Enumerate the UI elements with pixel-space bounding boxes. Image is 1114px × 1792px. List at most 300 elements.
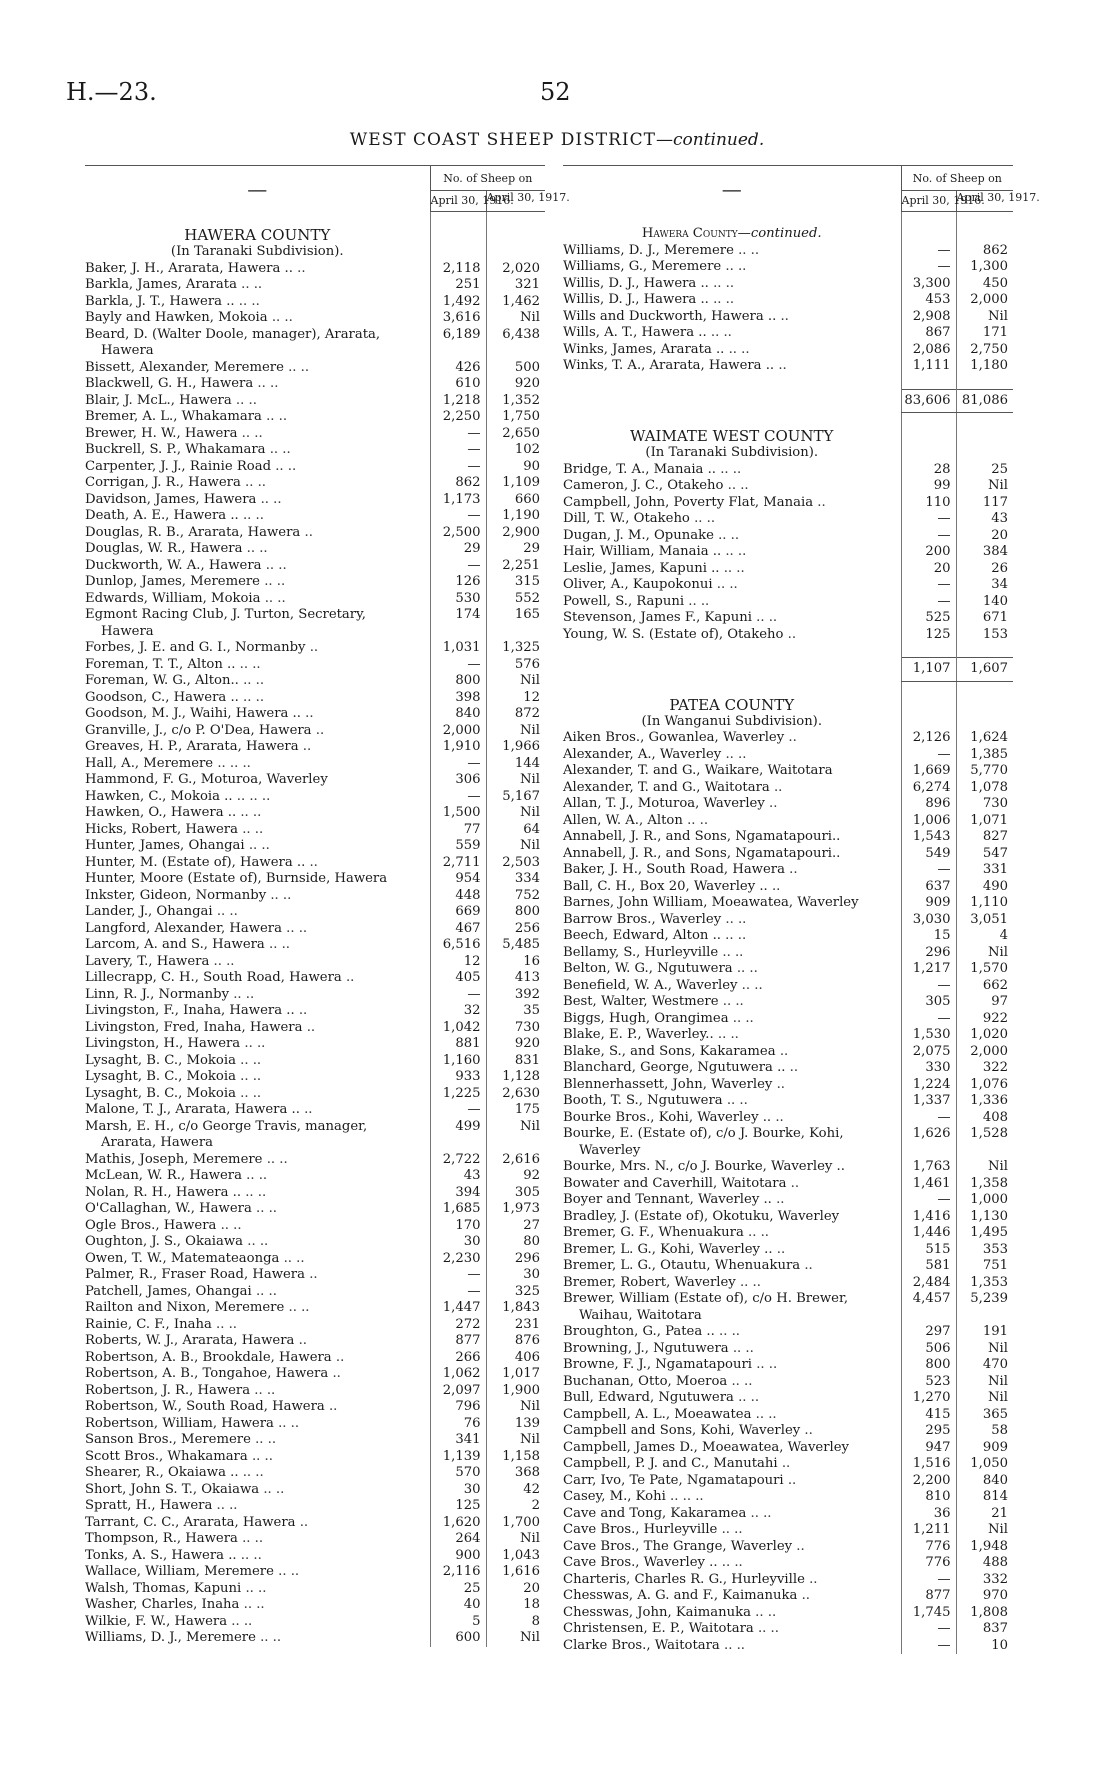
sheep-1916-cell: 30 — [430, 1482, 486, 1499]
total-1917: 81,086 — [956, 389, 1013, 413]
table-row — [85, 640, 545, 657]
holder-name — [85, 1498, 430, 1515]
owner-text: Hawken, O., Hawera .. — [85, 805, 237, 820]
sheep-1916-cell: 877 — [430, 1333, 486, 1350]
table-row — [563, 1110, 1013, 1127]
owner-text: Short, John S. T., Okaiawa — [85, 1481, 260, 1497]
holder-name — [563, 1555, 901, 1572]
leader-dots: .. — [309, 854, 318, 870]
owner-text: Tonks, A. S., Hawera .. — [85, 1547, 237, 1563]
leader-dots: .. .. — [263, 1481, 285, 1497]
holder-name — [85, 706, 430, 723]
owner-text: Beard, D. (Walter Doole, manager), Ararata, — [85, 326, 381, 342]
sheep-1917-cell: 2,000 — [956, 1044, 1013, 1061]
sheep-1916-cell: 523 — [901, 1374, 956, 1391]
sheep-1917-cell: 1,300 — [956, 259, 1013, 276]
sheep-1917-cell: Nil — [486, 1531, 545, 1548]
holder-name — [85, 1234, 430, 1251]
holder-name — [563, 730, 901, 747]
table-row — [85, 1234, 545, 1251]
table-row — [563, 276, 1013, 293]
table-row — [563, 1390, 1013, 1407]
table-row — [85, 1036, 545, 1053]
holder-name — [85, 294, 430, 311]
sheep-1917-cell: Nil — [956, 309, 1013, 326]
sheep-1916-cell: — — [430, 459, 486, 476]
table-row — [563, 1456, 1013, 1473]
leader-dots: .. .. — [278, 1564, 300, 1579]
sheep-1916-cell — [430, 624, 486, 641]
sheep-1916-cell: 453 — [901, 292, 956, 309]
sheep-1917-cell: 231 — [486, 1317, 545, 1334]
owner-text: Allan, T. J., Moturoa, Waverley — [563, 796, 765, 811]
holder-name — [85, 1531, 430, 1548]
holder-name — [85, 261, 430, 278]
owner-text: Stevenson, James F., Kapuni — [563, 610, 752, 625]
owner-text: Shearer, R., Okaiawa .. — [85, 1465, 239, 1480]
leader-dots: .. .. — [756, 1357, 778, 1372]
owner-text: Allen, W. A., Alton — [563, 812, 683, 828]
owner-text: Hair, William, Manaia .. — [563, 544, 722, 559]
leader-dots: .. — [801, 1588, 810, 1603]
leader-dots: .. .. — [741, 977, 763, 993]
sheep-1916-cell: 776 — [901, 1539, 956, 1556]
leader-dots: .. .. — [750, 1505, 772, 1521]
owner-text: Williams, D. J., Meremere — [85, 1630, 256, 1645]
sheep-1916-cell: 1,139 — [430, 1449, 486, 1466]
sheep-1916-cell: 499 — [430, 1119, 486, 1136]
sheep-1917-cell: 2,020 — [486, 261, 545, 278]
sheep-1917-cell: 2,251 — [486, 558, 545, 575]
table-row — [85, 1300, 545, 1317]
page-number: 52 — [540, 78, 571, 106]
holder-name — [85, 640, 430, 657]
owner-text: Linn, R. J., Normanby — [85, 986, 230, 1002]
spacer-row — [563, 375, 1013, 390]
sheep-1916-cell: 525 — [901, 610, 956, 627]
table-row — [85, 1333, 545, 1350]
holder-name — [563, 945, 901, 962]
sheep-1916-cell: — — [430, 987, 486, 1004]
leader-dots: .. .. — [240, 805, 262, 820]
leader-dots: .. — [309, 640, 319, 655]
sheep-1916-cell: — — [901, 243, 956, 260]
sheep-1916-cell: 581 — [901, 1258, 956, 1275]
owner-text: O'Callaghan, W., Hawera — [85, 1201, 252, 1216]
leader-dots: .. .. — [264, 590, 286, 606]
sheep-1916-cell: — — [430, 657, 486, 674]
holder-name — [563, 462, 901, 479]
holder-name — [85, 376, 430, 393]
sheep-1917-cell: 35 — [486, 1003, 545, 1020]
sheep-1916-cell — [901, 1143, 956, 1160]
holder-name — [85, 1482, 430, 1499]
leader-dots: .. — [787, 626, 797, 642]
holder-name — [85, 1333, 430, 1350]
owner-text: Hawera — [101, 623, 154, 639]
sheep-1916-cell: 570 — [430, 1465, 486, 1482]
document-ref: H.—23. — [66, 78, 157, 106]
table-row — [85, 459, 545, 476]
table-row — [85, 409, 545, 426]
table-row — [85, 723, 545, 740]
sheep-1916-cell: 1,062 — [430, 1366, 486, 1383]
holder-name — [563, 1291, 901, 1308]
owner-text: Robertson, J. R., Hawera — [85, 1382, 251, 1398]
holder-name — [85, 970, 430, 987]
sheep-1917-cell: 2,000 — [956, 292, 1013, 309]
sheep-1916-cell: 669 — [430, 904, 486, 921]
sheep-1917-cell: 576 — [486, 657, 545, 674]
owner-text: Ball, C. H., Box 20, Waverley .. — [563, 878, 768, 894]
owner-text: Lavery, T., Hawera — [85, 953, 210, 969]
sheep-1917-cell: 43 — [956, 511, 1013, 528]
right-column — [563, 165, 1040, 1654]
holder-name — [85, 1449, 430, 1466]
leader-dots: .. — [309, 1267, 318, 1282]
holder-name — [85, 1383, 430, 1400]
leader-dots: .. .. — [256, 1201, 277, 1216]
leader-dots: .. .. — [255, 1283, 277, 1299]
leader-dots: .. .. — [269, 442, 291, 457]
sheep-1916-cell: 305 — [901, 994, 956, 1011]
leader-dots: .. — [787, 1472, 797, 1488]
sheep-1917-cell: 5,770 — [956, 763, 1013, 780]
sheep-1917-cell: Nil — [486, 772, 545, 789]
table-row — [85, 393, 545, 410]
sheep-1917-cell: 1,190 — [486, 508, 545, 525]
leader-dots: .. .. — [722, 944, 744, 960]
leader-dots: .. .. — [240, 1069, 262, 1084]
table-row — [85, 1597, 545, 1614]
owner-text: Cave Bros., The Grange, Waverley — [563, 1538, 793, 1554]
holder-name — [563, 309, 901, 326]
sheep-1917-cell: 153 — [956, 627, 1013, 644]
table-row — [563, 1093, 1013, 1110]
table-row — [85, 277, 545, 294]
owner-text: Dunlop, James, Meremere — [85, 574, 260, 589]
sheep-1917-cell: 408 — [956, 1110, 1013, 1127]
leader-dots: .. .. — [275, 458, 297, 474]
holder-name — [563, 1143, 901, 1160]
sheep-1916-cell: 32 — [430, 1003, 486, 1020]
table-row — [85, 1581, 545, 1598]
owner-text: Blake, E. P., Waverley.. — [563, 1027, 714, 1042]
leader-dots: .. .. — [727, 478, 749, 493]
sheep-1917-cell: 876 — [486, 1333, 545, 1350]
sheep-1916-cell: 30 — [430, 1234, 486, 1251]
holder-name — [85, 541, 430, 558]
owner-text: Spratt, H., Hawera — [85, 1498, 213, 1513]
table-row — [563, 1126, 1013, 1143]
table-row — [563, 1638, 1013, 1655]
sheep-1917-cell: 862 — [956, 243, 1013, 260]
sheep-1917-cell: 470 — [956, 1357, 1013, 1374]
owner-text: Malone, T. J., Ararata, Hawera .. — [85, 1102, 300, 1117]
owner-text: Bull, Edward, Ngutuwera — [563, 1390, 734, 1405]
sheep-1916-cell: — — [430, 558, 486, 575]
owner-text: Bourke Bros., Kohi, Waverley .. — [563, 1109, 772, 1125]
table-row — [563, 1209, 1013, 1226]
owner-text: Campbell, P. J. and C., Manutahi — [563, 1456, 778, 1471]
sheep-1916-cell: 1,211 — [901, 1522, 956, 1539]
sheep-1917-cell: 1,900 — [486, 1383, 545, 1400]
leader-dots: .. — [776, 1192, 785, 1207]
owner-text: Bissett, Alexander, Meremere — [85, 359, 284, 375]
holder-name — [85, 1432, 430, 1449]
sheep-1916-cell: 266 — [430, 1350, 486, 1367]
table-row — [563, 594, 1013, 611]
leader-dots: .. .. — [725, 746, 747, 762]
table-row — [563, 862, 1013, 879]
sheep-1916-cell: 515 — [901, 1242, 956, 1259]
sheep-1917-cell — [486, 624, 545, 641]
holder-name — [85, 805, 430, 822]
sheep-1917-cell: 5,167 — [486, 789, 545, 806]
holder-name — [563, 1225, 901, 1242]
sheep-1917-cell: 662 — [956, 978, 1013, 995]
total-row — [563, 389, 1013, 413]
owner-text: Nolan, R. H., Hawera .. — [85, 1184, 242, 1200]
sheep-1917-cell: 1,616 — [486, 1564, 545, 1581]
leader-dots: .. .. — [288, 1300, 310, 1315]
sheep-1916-cell: 448 — [430, 888, 486, 905]
sheep-1916-cell: 297 — [901, 1324, 956, 1341]
sheep-1916-cell: 2,118 — [430, 261, 486, 278]
sheep-1916-cell: 954 — [430, 871, 486, 888]
holder-name — [563, 928, 901, 945]
owner-text: Robertson, A. B., Brookdale, Hawera — [85, 1349, 332, 1365]
table-row — [563, 243, 1013, 260]
leader-dots: .. .. — [246, 1168, 268, 1183]
table-row — [85, 1416, 545, 1433]
leader-dots: .. .. — [755, 1604, 777, 1620]
table-row — [85, 1531, 545, 1548]
total-1917: 1,607 — [956, 658, 1013, 682]
leader-dots: .. .. — [265, 557, 287, 573]
table-row — [85, 607, 545, 624]
sheep-1917-cell: 322 — [956, 1060, 1013, 1077]
sheep-1917-cell: 384 — [956, 544, 1013, 561]
sheep-1917-cell: 2,503 — [486, 855, 545, 872]
table-row — [85, 1449, 545, 1466]
sheep-1917-cell: Nil — [486, 310, 545, 327]
leader-dots: .. .. — [248, 838, 270, 853]
sheep-1916-cell: — — [430, 426, 486, 443]
sheep-1916-cell: 1,160 — [430, 1053, 486, 1070]
sheep-1916-cell: 1,006 — [901, 813, 956, 830]
sheep-1916-cell: 1,416 — [901, 1209, 956, 1226]
owner-text: Patchell, James, Ohangai — [85, 1283, 252, 1299]
owner-text: Boyer and Tennant, Waverley .. — [563, 1192, 772, 1207]
leader-dots: .. .. — [255, 1432, 277, 1447]
holder-name — [85, 343, 430, 360]
holder-name — [85, 1152, 430, 1169]
table-row — [563, 763, 1013, 780]
leader-dots: .. — [788, 730, 797, 745]
owner-text: Livingston, H., Hawera — [85, 1036, 241, 1051]
holder-name — [85, 508, 430, 525]
holder-name — [85, 1036, 430, 1053]
sheep-1916-cell: 1,173 — [430, 492, 486, 509]
sheep-1917-cell: 1,109 — [486, 475, 545, 492]
sheep-1917-cell: 18 — [486, 1597, 545, 1614]
leader-dots: .. — [769, 796, 778, 811]
heading-row — [563, 696, 1013, 714]
owner-text: Sanson Bros., Meremere — [85, 1432, 251, 1447]
leader-dots: .. .. — [288, 359, 310, 375]
owner-text: Walsh, Thomas, Kapuni — [85, 1580, 242, 1596]
leader-dots: .. .. — [756, 610, 778, 625]
owner-text: Baker, J. H., South Road, Hawera — [563, 862, 785, 877]
holder-name — [85, 871, 430, 888]
leader-dots: .. .. — [220, 1217, 242, 1233]
sheep-1917-cell: 1,624 — [956, 730, 1013, 747]
holder-name — [563, 243, 901, 260]
table-row — [563, 1291, 1013, 1308]
leader-dots: .. .. — [725, 259, 747, 274]
owner-text: Ararata, Hawera — [101, 1135, 214, 1150]
sheep-1916-cell: — — [430, 442, 486, 459]
sheep-1917-cell: 334 — [486, 871, 545, 888]
sheep-1916-cell: 2,908 — [901, 309, 956, 326]
sheep-1916-cell: — — [901, 1638, 956, 1655]
table-row — [85, 855, 545, 872]
table-row — [563, 829, 1013, 846]
leader-dots: .. .. — [757, 1621, 779, 1636]
table-row — [563, 895, 1013, 912]
table-row — [563, 846, 1013, 863]
sheep-1917-cell: 16 — [486, 954, 545, 971]
leader-dots: .. — [804, 1258, 813, 1273]
holder-name — [85, 1201, 430, 1218]
holder-name — [85, 772, 430, 789]
holder-name — [85, 1630, 430, 1647]
table-row — [563, 961, 1013, 978]
sheep-1916-cell: 800 — [430, 673, 486, 690]
left-column — [85, 165, 570, 1647]
holder-name — [563, 1572, 901, 1589]
owner-text: Washer, Charles, Inaha — [85, 1597, 240, 1612]
holder-name — [563, 829, 901, 846]
sheep-1917-cell: 1,353 — [956, 1275, 1013, 1292]
table-row — [563, 1077, 1013, 1094]
sheep-1917-cell: 1,700 — [486, 1515, 545, 1532]
heading-row — [563, 714, 1013, 731]
heading-row — [563, 445, 1013, 462]
sheep-1916-cell: — — [901, 577, 956, 594]
year-1917-header: April 30, 1917. — [956, 191, 1013, 212]
owner-text: Lander, J., Ohangai — [85, 904, 213, 919]
leader-dots: .. — [804, 1423, 813, 1438]
sheep-1916-cell: 2,000 — [430, 723, 486, 740]
sheep-1917-cell: 5,485 — [486, 937, 545, 954]
owner-text: Edwards, William, Mokoia — [85, 590, 261, 606]
title-main: WEST COAST SHEEP DISTRICT — [349, 130, 656, 150]
holder-name — [563, 561, 901, 578]
holder-name — [563, 1242, 901, 1259]
holder-name — [85, 1399, 430, 1416]
holder-name — [85, 789, 430, 806]
table-row — [85, 360, 545, 377]
table-row — [563, 1605, 1013, 1622]
leader-dots: .. — [335, 1349, 345, 1365]
sheep-1917-cell: 1,966 — [486, 739, 545, 756]
leader-dots: .. .. — [269, 937, 290, 952]
county-heading-continued — [563, 226, 901, 243]
holder-name — [563, 544, 901, 561]
holder-name — [563, 1077, 901, 1094]
table-row — [85, 1053, 545, 1070]
holder-name — [85, 1020, 430, 1037]
owner-text: Blake, S., and Sons, Kakaramea — [563, 1043, 776, 1059]
sheep-1917-cell — [956, 1308, 1013, 1325]
sheep-1917-cell: 6,438 — [486, 327, 545, 344]
owner-text: Campbell, John, Poverty Flat, Manaia — [563, 494, 814, 510]
holder-name — [563, 1539, 901, 1556]
owner-text: Cave Bros., Hurleyville — [563, 1522, 718, 1537]
holder-name — [85, 360, 430, 377]
table-row — [85, 838, 545, 855]
leader-dots: .. .. — [245, 475, 266, 490]
holder-name — [563, 912, 901, 929]
leader-dots: .. .. — [713, 292, 735, 307]
holder-name — [85, 1267, 430, 1284]
holder-name — [563, 1341, 901, 1358]
sheep-1916-cell: 2,097 — [430, 1383, 486, 1400]
leader-dots: .. .. — [732, 1010, 754, 1026]
sheep-1916-cell: 5 — [430, 1614, 486, 1631]
owner-text: Broughton, G., Patea .. — [563, 1324, 715, 1339]
subdivision-label: (In Wanganui Subdivision). — [641, 713, 823, 729]
leader-dots: .. .. — [264, 574, 286, 589]
sheep-1916-cell: 862 — [430, 475, 486, 492]
owner-text: Buchanan, Otto, Moeroa — [563, 1373, 728, 1389]
owner-text: Campbell, A. L., Moeawatea — [563, 1406, 752, 1422]
table-row — [563, 528, 1013, 545]
sheep-1916-cell: — — [901, 259, 956, 276]
owner-text: Lillecrapp, C. H., South Road, Hawera — [85, 970, 342, 985]
holder-name — [85, 492, 430, 509]
owner-text: Tarrant, C. C., Ararata, Hawera — [85, 1514, 296, 1530]
holder-name — [85, 607, 430, 624]
leader-dots: .. — [779, 1043, 789, 1059]
holder-name — [85, 690, 430, 707]
owner-text: Bourke, E. (Estate of), c/o J. Bourke, Kohi, — [563, 1126, 844, 1141]
holder-name — [85, 1465, 430, 1482]
sheep-1916-cell: 125 — [901, 627, 956, 644]
owner-text: Bridge, T. A., Manaia .. — [563, 461, 717, 477]
sheep-1917-cell: 1,043 — [486, 1548, 545, 1565]
holder-name — [563, 342, 901, 359]
owner-text: Langford, Alexander, Hawera — [85, 920, 282, 936]
table-row — [85, 294, 545, 311]
sheep-1917-cell: Nil — [956, 1374, 1013, 1391]
sheep-1916-cell — [901, 1308, 956, 1325]
table-row — [85, 1102, 545, 1119]
sheep-1917-cell: 25 — [956, 462, 1013, 479]
table-row — [85, 492, 545, 509]
owner-text: Annabell, J. R., and Sons, Ngamatapouri.. — [563, 829, 841, 844]
table-row — [85, 1267, 545, 1284]
owner-text: Barkla, J. T., Hawera .. — [85, 293, 235, 309]
sheep-1916-cell: 1,217 — [901, 961, 956, 978]
holder-name — [563, 627, 901, 644]
sheep-1917-cell: 331 — [956, 862, 1013, 879]
sheep-1916-cell: 4,457 — [901, 1291, 956, 1308]
sheep-1917-cell: 920 — [486, 1036, 545, 1053]
holder-name — [85, 624, 430, 641]
